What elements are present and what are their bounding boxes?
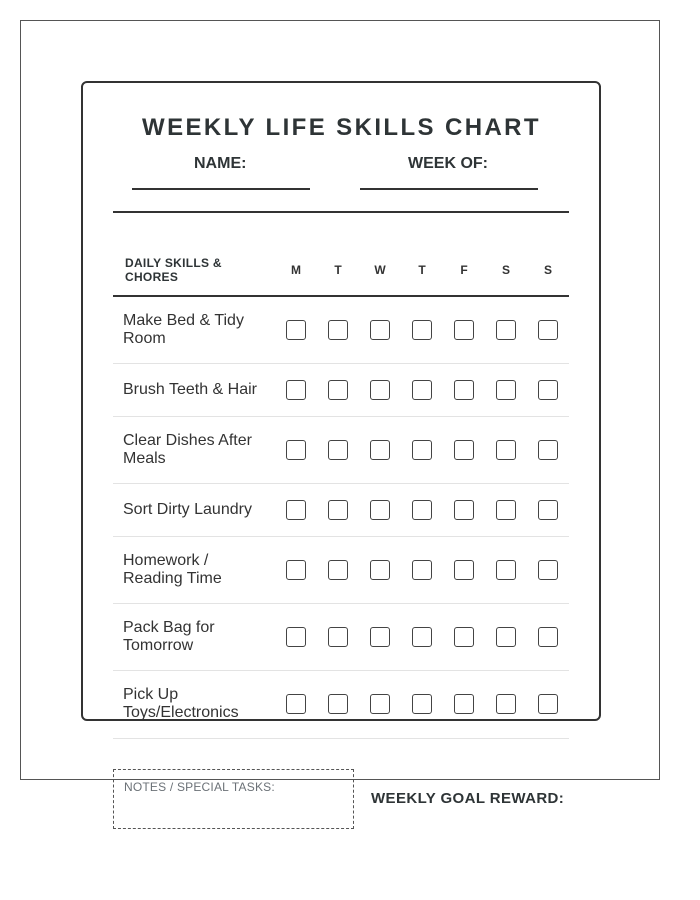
table-row — [113, 604, 569, 671]
skills-table-body — [113, 297, 569, 720]
day-header-2: W — [374, 263, 386, 277]
day-checkbox[interactable] — [370, 440, 390, 460]
day-checkbox[interactable] — [538, 694, 558, 714]
skill-label: Pick Up Toys/Electronics — [123, 686, 239, 720]
day-checkbox[interactable] — [538, 380, 558, 400]
chart-title: WEEKLY LIFE SKILLS CHART — [142, 114, 541, 141]
day-checkbox[interactable] — [454, 380, 474, 400]
table-bottom-divider — [113, 738, 569, 739]
day-checkbox[interactable] — [496, 500, 516, 520]
day-checkbox[interactable] — [496, 380, 516, 400]
day-checkbox[interactable] — [370, 380, 390, 400]
day-header-4: F — [460, 263, 468, 277]
table-row — [113, 417, 569, 484]
day-checkbox[interactable] — [538, 560, 558, 580]
day-checkbox[interactable] — [454, 627, 474, 647]
table-row — [113, 297, 569, 364]
day-checkbox[interactable] — [412, 627, 432, 647]
day-checkbox[interactable] — [454, 694, 474, 714]
day-checkbox[interactable] — [496, 627, 516, 647]
weekly-goal-reward-label: WEEKLY GOAL REWARD: — [371, 790, 565, 804]
day-checkbox[interactable] — [538, 500, 558, 520]
day-checkbox[interactable] — [454, 500, 474, 520]
day-checkbox[interactable] — [412, 560, 432, 580]
day-header-3: T — [418, 263, 426, 277]
day-checkbox[interactable] — [286, 694, 306, 714]
day-header-5: S — [501, 263, 510, 277]
day-checkbox[interactable] — [286, 440, 306, 460]
day-checkbox[interactable] — [412, 380, 432, 400]
day-checkbox[interactable] — [286, 627, 306, 647]
day-checkbox[interactable] — [286, 500, 306, 520]
table-row — [113, 537, 569, 604]
table-row — [113, 671, 569, 720]
day-checkbox[interactable] — [412, 694, 432, 714]
day-checkbox[interactable] — [412, 320, 432, 340]
day-header-1: T — [334, 263, 342, 277]
day-checkbox[interactable] — [328, 320, 348, 340]
skill-label: Pack Bag for Tomorrow — [123, 619, 215, 654]
name-input-line[interactable] — [132, 188, 310, 190]
day-checkbox[interactable] — [412, 440, 432, 460]
day-checkbox[interactable] — [286, 320, 306, 340]
table-row — [113, 484, 569, 537]
day-checkbox[interactable] — [328, 440, 348, 460]
day-checkbox[interactable] — [412, 500, 432, 520]
day-checkbox[interactable] — [370, 500, 390, 520]
day-checkbox[interactable] — [454, 320, 474, 340]
day-checkbox[interactable] — [496, 320, 516, 340]
week-of-input-line[interactable] — [360, 188, 538, 190]
day-checkbox[interactable] — [538, 440, 558, 460]
skill-label: Make Bed & Tidy Room — [123, 312, 244, 347]
name-label: NAME: — [194, 155, 247, 172]
day-checkbox[interactable] — [370, 694, 390, 714]
day-checkbox[interactable] — [538, 627, 558, 647]
notes-box[interactable] — [113, 769, 354, 829]
day-checkbox[interactable] — [286, 560, 306, 580]
week-of-label: WEEK OF: — [408, 155, 488, 172]
day-checkbox[interactable] — [328, 560, 348, 580]
skill-label: Brush Teeth & Hair — [123, 381, 257, 398]
notes-label: NOTES / SPECIAL TASKS: — [124, 780, 275, 794]
skills-column-header: DAILY SKILLS & CHORES — [125, 256, 222, 284]
day-checkbox[interactable] — [328, 380, 348, 400]
day-checkbox[interactable] — [454, 440, 474, 460]
day-header-6: S — [543, 263, 552, 277]
day-checkbox[interactable] — [496, 694, 516, 714]
day-checkbox[interactable] — [328, 627, 348, 647]
skill-label: Homework / Reading Time — [123, 552, 222, 587]
day-checkbox[interactable] — [286, 380, 306, 400]
day-header-0: M — [291, 263, 301, 277]
day-checkbox[interactable] — [370, 560, 390, 580]
skill-label: Sort Dirty Laundry — [123, 501, 252, 518]
header-divider — [113, 211, 569, 213]
day-checkbox[interactable] — [328, 694, 348, 714]
day-checkbox[interactable] — [370, 627, 390, 647]
day-checkbox[interactable] — [328, 500, 348, 520]
table-row — [113, 364, 569, 417]
day-checkbox[interactable] — [496, 560, 516, 580]
skill-label: Clear Dishes After Meals — [123, 432, 252, 467]
day-checkbox[interactable] — [454, 560, 474, 580]
day-checkbox[interactable] — [538, 320, 558, 340]
reward-clip — [360, 790, 580, 804]
day-checkbox[interactable] — [370, 320, 390, 340]
day-checkbox[interactable] — [496, 440, 516, 460]
